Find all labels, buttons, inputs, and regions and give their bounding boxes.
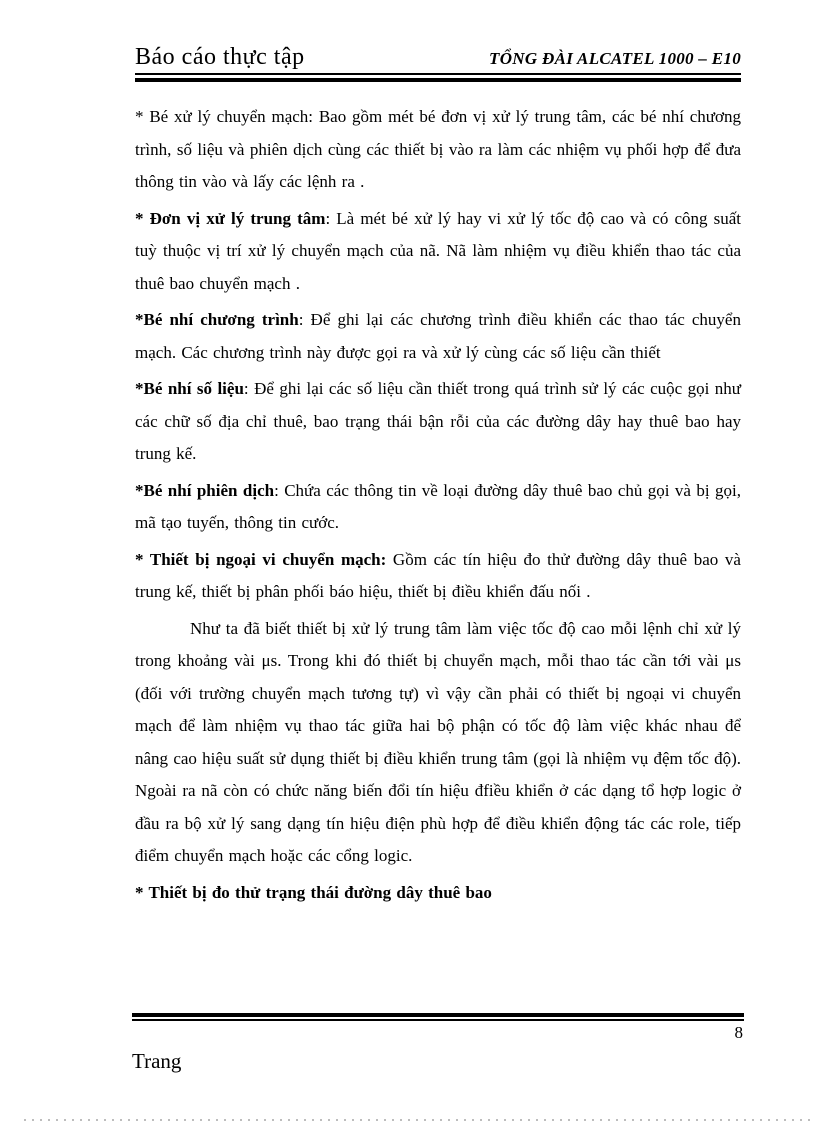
footer-rule-thick <box>132 1013 744 1017</box>
page-break-separator <box>24 1119 814 1121</box>
document-body <box>135 101 741 909</box>
paragraph: * Bé xử lý chuyển mạch: Bao gồm mét bé đơn vị xử lý trung tâm, các bé nhí chương trình, số liệu và phiên dịch cùng các thiết bị vào ra làm các nhiệm vụ phối hợp để đưa thông tin vào và lấy các lệnh ra . <box>135 107 741 191</box>
page-footer <box>132 1013 744 1074</box>
paragraph: * Thiết bị ngoại vi chuyển mạch: Gồm các tín hiệu đo thử đường dây thuê bao và trung kế, thiết bị phân phối báo hiệu, thiết bị điều khiển đấu nối . <box>135 549 741 601</box>
footer-rule-thin <box>132 1019 744 1021</box>
header-rule-thick <box>135 78 741 82</box>
page-header <box>135 0 741 75</box>
paragraph: * Thiết bị đo thử trạng thái đường dây thuê bao <box>135 882 492 902</box>
paragraph: *Bé nhí số liệu: Để ghi lại các số liệu cần thiết trong quá trình sử lý các cuộc gọi như các chữ số địa chỉ thuê, bao trạng thái bận rỗi của các đường dây hay thuê bao hay trung kế. <box>135 379 741 463</box>
paragraph: *Bé nhí chương trình: Để ghi lại các chương trình điều khiển các thao tác chuyển mạch. Các chương trình này được gọi ra và xử lý cùng các số liệu cần thiết <box>135 310 741 362</box>
footer-label: Trang <box>132 1049 182 1073</box>
paragraph: Như ta đã biết thiết bị xử lý trung tâm làm việc tốc độ cao mỗi lệnh chỉ xử lý trong khoảng vài μs. Trong khi đó thiết bị chuyển mạch, mỗi thao tác cần tới vài μs (đối với trường chuyển mạch tương tự) vì vậy cần phải có thiết bị ngoại vi chuyển mạch để làm nhiệm vụ thao tác giữa hai bộ phận có tốc độ làm việc khác nhau để nâng cao hiệu suất sử dụng thiết bị điều khiển trung tâm (gọi là nhiệm vụ đệm tốc độ). Ngoài ra nã còn có chức năng biến đổi tín hiệu đfiều khiển ở các dạng tổ hợp logic ở đầu ra bộ xử lý sang dạng tín hiệu điện phù hợp để điều khiển động tác các role, tiếp điểm chuyển mạch hoặc các cổng logic. <box>135 618 741 865</box>
header-title-left: Báo cáo thực tập <box>135 44 305 70</box>
paragraph: * Đơn vị xử lý trung tâm: Là mét bé xử lý hay vi xử lý tốc độ cao và có công suất tuỳ thuộc vị trí xử lý chuyển mạch của nã. Nã làm nhiệm vụ điều khiển thao tác của thuê bao chuyển mạch . <box>135 208 742 293</box>
header-title-right: TỔNG ĐÀI ALCATEL 1000 – E10 <box>489 49 741 68</box>
document-page <box>135 0 741 913</box>
paragraph: *Bé nhí phiên dịch: Chứa các thông tin về loại đường dây thuê bao chủ gọi và bị gọi, mã tạo tuyến, thông tin cước. <box>135 480 742 532</box>
page-number: 8 <box>734 1023 743 1042</box>
